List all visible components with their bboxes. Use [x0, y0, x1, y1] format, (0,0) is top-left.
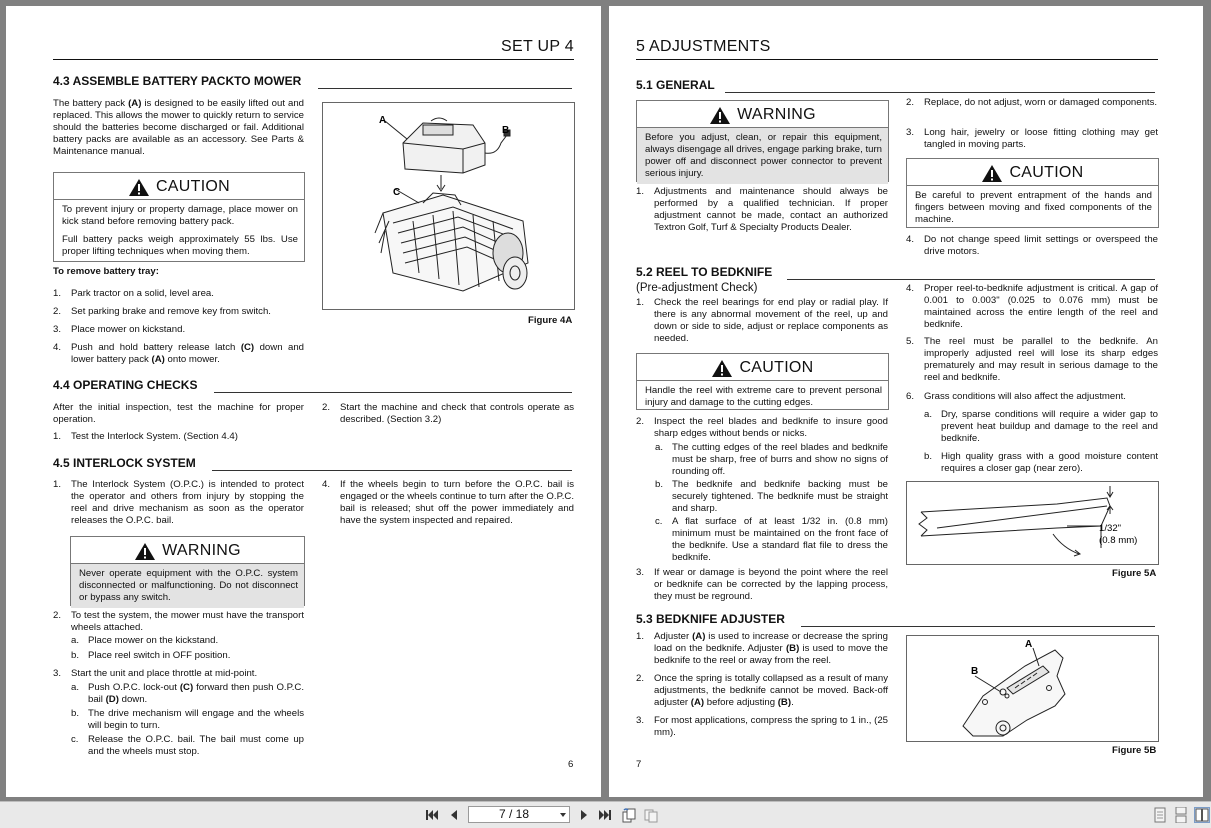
chevron-down-icon [560, 813, 566, 817]
operating-checks-intro: After the initial inspection, test the machine for proper operation. [53, 402, 304, 425]
caution-box-battery [53, 172, 305, 262]
pre-adjustment-subtitle: (Pre-adjustment Check) [636, 282, 758, 294]
warning-text: Before you adjust, clean, or repair this equipment, always disengage all drives, engage parking brake, turn power off and disconnect power connector to prevent serious injury. [637, 127, 888, 184]
sub-list-item: a. The cutting edges of the reel blades and bedknife must be sharp, free of burrs and show no signs of rounding off. [655, 442, 888, 477]
figure-dimension-label: 1/32" [1099, 523, 1122, 534]
last-page-icon[interactable] [597, 807, 613, 823]
section-rule [212, 470, 572, 471]
section-heading-4-4: 4.4 OPERATING CHECKS [53, 378, 198, 392]
list-item: 1. Adjuster (A) is used to increase or decrease the spring load on the bedknife. Adjuster (B) is used to move the bedknife to the reel or away from the reel. [636, 631, 889, 666]
list-item: 3. For most applications, compress the spring to 1 in., (25 mm). [636, 715, 888, 738]
list-item: 3. If wear or damage is beyond the point where the reel or bedknife can be corrected by the lapping process, they must be reground. [636, 567, 888, 602]
list-item: 2. Replace, do not adjust, worn or damaged components. [906, 97, 1158, 108]
figure-5a-bedknife-profile [906, 481, 1159, 565]
list-item: 2. To test the system, the mower must have the transport wheels attached. [53, 610, 304, 633]
left-page [6, 6, 601, 797]
caution-text: To prevent injury or property damage, place mower on kick stand before removing battery pack. [62, 204, 298, 227]
sub-list-item: b. High quality grass with a good moisture content requires a closer gap (near zero). [924, 451, 1158, 474]
battery-intro-paragraph: The battery pack (A) is designed to be easily lifted out and replaced. This allows the mower to quickly return to service should the batteries become discharged or fail. Additional battery packs are available as an accessory. See Parts & Maintenance manual. [53, 98, 304, 157]
caution-triangle-icon [981, 164, 1003, 183]
single-page-view-icon[interactable] [1152, 807, 1168, 823]
viewer-toolbar [0, 801, 1211, 828]
list-item: 5. The reel must be parallel to the bedknife. An improperly adjusted reel will lose its sharp edges prematurely and may result in serious damage to the reel and bedknife. [906, 336, 1158, 383]
list-item: 4. If the wheels begin to turn before the O.P.C. bail is engaged or the wheels continue to turn after the O.P.C. bail is released; shut off the power immediately and have the system inspected and repaired. [322, 479, 574, 526]
sub-list-item: a. Push O.P.C. lock-out (C) forward then push O.P.C. bail (D) down. [71, 682, 304, 705]
section-rule [318, 88, 572, 89]
sub-list-item: a. Place mower on the kickstand. [71, 635, 219, 646]
sub-list-item: b. Place reel switch in OFF position. [71, 650, 231, 661]
remove-battery-heading: To remove battery tray: [53, 266, 159, 277]
warning-title: WARNING [737, 106, 816, 123]
list-item: 3. Long hair, jewelry or loose fitting clothing may get tangled in moving parts. [906, 127, 1158, 150]
figure-caption-4a: Figure 4A [528, 315, 573, 326]
section-rule [787, 279, 1155, 280]
page-number: 7 [636, 759, 642, 770]
warning-box-opc [70, 536, 305, 606]
running-head: SET UP 4 [501, 38, 574, 55]
caution-triangle-icon [128, 178, 150, 197]
warning-triangle-icon [709, 106, 731, 125]
warning-triangle-icon [134, 542, 156, 561]
mower-battery-drawing [323, 103, 574, 309]
header-rule [636, 59, 1158, 60]
header-rule [53, 59, 574, 60]
page-indicator: 7 / 18 [498, 807, 530, 821]
list-item: 1. The Interlock System (O.P.C.) is intended to protect the operator and others from injury by stopping the reel and drive mechanism as soon as the operator releases the O.P.C. bail. [53, 479, 304, 526]
list-item: 1. Test the Interlock System. (Section 4.4) [53, 431, 238, 442]
caution-box-reel [636, 353, 889, 410]
list-item: 1. Park tractor on a solid, level area. [53, 288, 214, 299]
list-item: 2. Inspect the reel blades and bedknife to insure good sharp edges without bends or nicks. [636, 416, 888, 439]
list-item: 4. Do not change speed limit settings or overspeed the drive motors. [906, 234, 1158, 257]
sub-list-item: b. The drive mechanism will engage and the wheels will begin to turn. [71, 708, 304, 731]
prev-page-icon[interactable] [446, 807, 462, 823]
bedknife-adjuster-drawing [907, 636, 1158, 741]
list-item: 4. Push and hold battery release latch (C) down and lower battery pack (A) onto mower. [53, 342, 304, 365]
list-item: 1. Adjustments and maintenance should always be performed by a qualified technician. If proper adjustment cannot be made, contact an authorized Textron Golf, Turf & Specialty Products Dealer. [636, 186, 888, 233]
caution-title: CAUTION [1009, 164, 1084, 181]
section-heading-5-1: 5.1 GENERAL [636, 78, 715, 92]
caution-text: Be careful to prevent entrapment of the hands and fingers between moving and fixed components of the machine. [907, 185, 1158, 230]
first-page-icon[interactable] [424, 807, 440, 823]
figure-label-a: A [379, 115, 387, 126]
warning-title: WARNING [162, 542, 241, 559]
section-rule [214, 392, 572, 393]
figure-label-c: C [393, 187, 401, 198]
section-rule [801, 626, 1155, 627]
figure-dimension-label: (0.8 mm) [1099, 535, 1138, 546]
figure-caption-5a: Figure 5A [1112, 568, 1157, 579]
list-item: 2. Set parking brake and remove key from switch. [53, 306, 271, 317]
caution-text: Handle the reel with extreme care to prevent personal injury and damage to the cutting edges. [637, 380, 888, 413]
caution-text: Full battery packs weigh approximately 55 lbs. Use proper lifting techniques when moving them. [62, 234, 298, 257]
figure-label-b: B [502, 125, 510, 136]
sub-list-item: b. The bedknife and bedknife backing must be securely tightened. The bedknife must be straight and sharp. [655, 479, 888, 514]
list-item: 3. Start the unit and place throttle at mid-point. [53, 668, 258, 679]
caution-triangle-icon [711, 359, 733, 378]
section-heading-4-3: 4.3 ASSEMBLE BATTERY PACKTO MOWER [53, 74, 302, 88]
two-page-view-icon[interactable] [1194, 807, 1210, 823]
sub-list-item: c. A flat surface of at least 1/32 in. (0.8 mm) minimum must be maintained on the front face of the bedknife. Use a standard flat file to dress the bedknife. [655, 516, 888, 563]
section-heading-5-3: 5.3 BEDKNIFE ADJUSTER [636, 612, 785, 626]
right-page [609, 6, 1203, 797]
list-item: 3. Place mower on kickstand. [53, 324, 186, 335]
sub-list-item: a. Dry, sparse conditions will require a wider gap to prevent heat buildup and damage to the reel and bedknife. [924, 409, 1158, 444]
section-rule [725, 92, 1155, 93]
next-page-icon[interactable] [576, 807, 592, 823]
sub-list-item: c. Release the O.P.C. bail. The bail must come up and the wheels must stop. [71, 734, 304, 757]
bedknife-profile-drawing [907, 482, 1158, 564]
caution-title: CAUTION [155, 178, 231, 195]
figure-5b-bedknife-adjuster [906, 635, 1159, 742]
list-item: 4. Proper reel-to-bedknife adjustment is critical. A gap of 0.001 to 0.003" (0.025 to 0.076 mm) must be maintained across the entire length of the reel and bedknife. [906, 283, 1158, 330]
page-number-select[interactable] [468, 806, 570, 823]
figure-4a-mower-illustration [322, 102, 575, 310]
warning-text: Never operate equipment with the O.P.C. system disconnected or malfunctioning. Do not disconnect or bypass any switch. [71, 563, 304, 608]
continuous-view-icon[interactable] [1173, 807, 1189, 823]
list-item: 1. Check the reel bearings for end play or radial play. If there is any abnormal movement of the reel, up and down or side to side, adjust or replace components as needed. [636, 297, 888, 344]
running-head: 5 ADJUSTMENTS [636, 38, 771, 55]
list-item: 2. Once the spring is totally collapsed as a result of many adjustments, the bedknife cannot be moved. Back-off adjuster (A) before adjusting (B). [636, 673, 888, 708]
list-item: 6. Grass conditions will also affect the adjustment. [906, 391, 1126, 402]
section-heading-4-5: 4.5 INTERLOCK SYSTEM [53, 456, 196, 470]
warning-box-general [636, 100, 889, 182]
page-number: 6 [568, 759, 574, 770]
caution-title: CAUTION [739, 359, 814, 376]
duplicate-icon[interactable] [643, 807, 659, 823]
list-item: 2. Start the machine and check that controls operate as described. (Section 3.2) [322, 402, 574, 425]
figure-caption-5b: Figure 5B [1112, 745, 1157, 756]
caution-box-general [906, 158, 1159, 228]
section-heading-5-2: 5.2 REEL TO BEDKNIFE [636, 265, 773, 279]
figure-label-b: B [971, 666, 979, 677]
rotate-icon[interactable] [621, 807, 637, 823]
figure-label-a: A [1025, 639, 1033, 650]
